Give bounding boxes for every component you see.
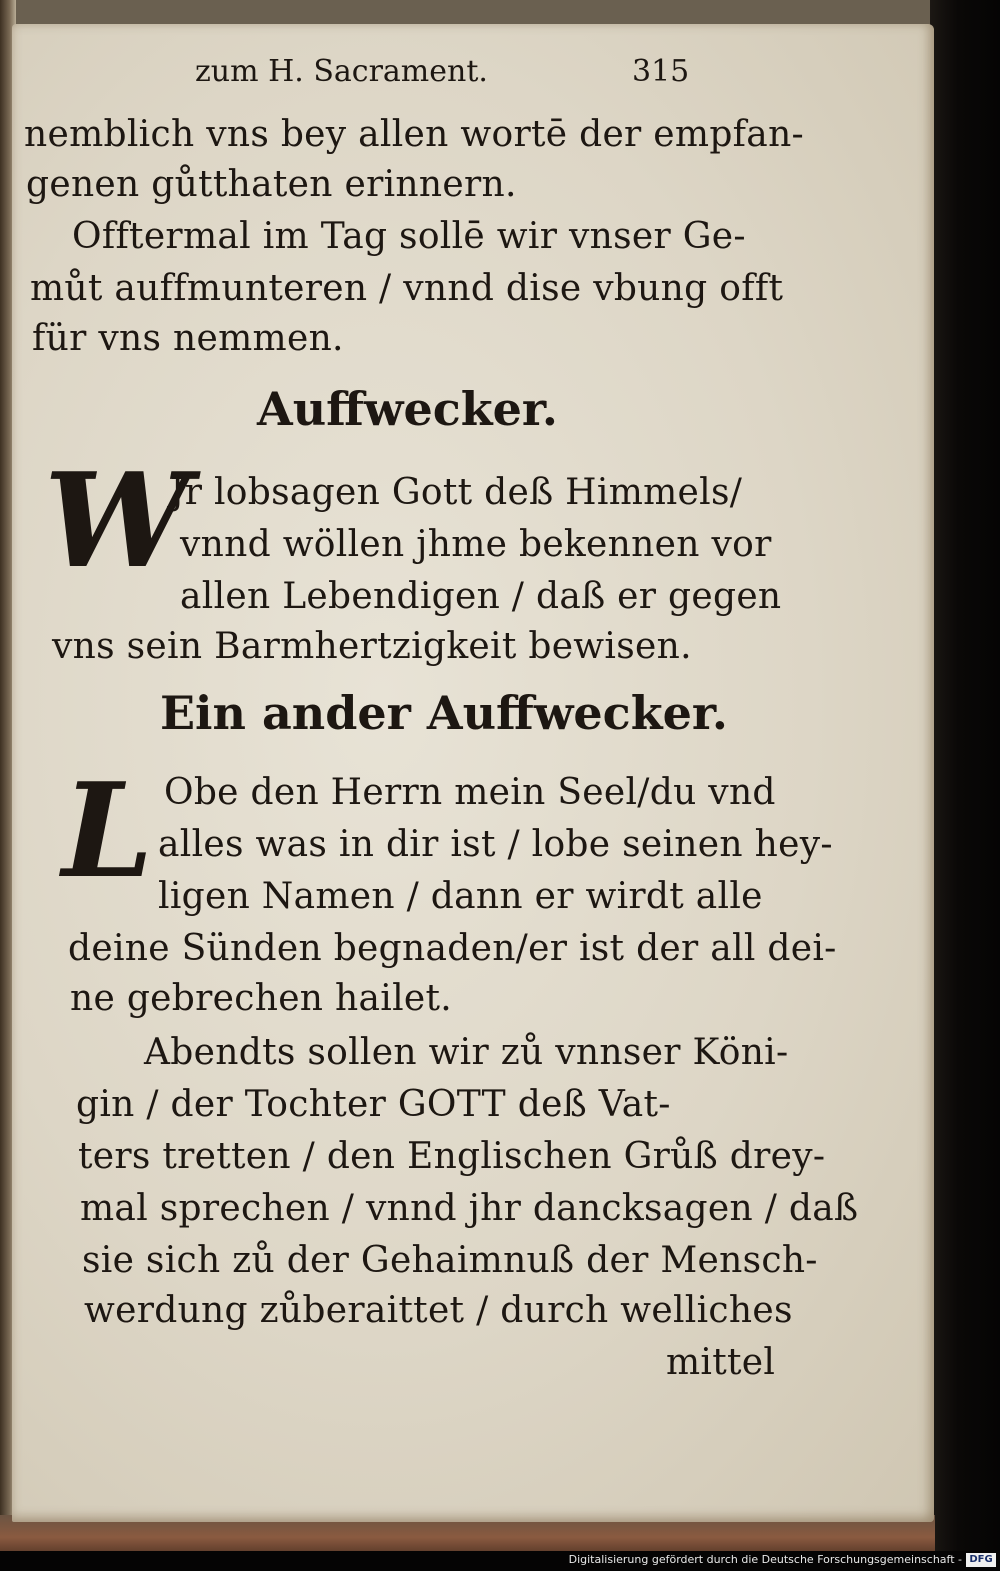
decorated-initial: W bbox=[44, 444, 190, 597]
catchword: mittel bbox=[666, 1342, 776, 1383]
text-line: genen gůtthaten erinnern. bbox=[26, 164, 517, 205]
dfg-logo: DFG bbox=[966, 1553, 996, 1567]
book-page bbox=[12, 24, 934, 1522]
decorated-initial: L bbox=[62, 754, 154, 907]
text-line: nemblich vns bey allen wortē der empfan- bbox=[24, 114, 805, 155]
section-heading: Auffwecker. bbox=[257, 382, 558, 436]
text-line: vns sein Barmhertzigkeit bewisen. bbox=[52, 626, 692, 667]
text-line: můt auffmunteren / vnnd dise vbung offt bbox=[30, 268, 784, 309]
text-line: vnnd wöllen jhme bekennen vor bbox=[180, 524, 772, 565]
text-line: für vns nemmen. bbox=[32, 318, 344, 359]
text-line: gin / der Tochter GOTT deß Vat- bbox=[76, 1084, 671, 1125]
text-line: ters tretten / den Englischen Grůß drey- bbox=[78, 1136, 826, 1177]
text-line: Obe den Herrn mein Seel/du vnd bbox=[164, 772, 776, 813]
text-line: sie sich zů der Gehaimnuß der Mensch- bbox=[82, 1240, 818, 1281]
text-line: mal sprechen / vnnd jhr dancksagen / daß bbox=[80, 1188, 859, 1229]
text-line: deine Sünden begnaden/er ist der all dei- bbox=[68, 928, 837, 969]
text-line: Jr lobsagen Gott deß Himmels/ bbox=[170, 472, 743, 513]
text-line: Abendts sollen wir zů vnnser Köni- bbox=[144, 1032, 789, 1073]
funding-credit: Digitalisierung gefördert durch die Deutsche Forschungsgemeinschaft - bbox=[568, 1553, 962, 1566]
dark-background bbox=[930, 0, 1000, 1571]
text-line: werdung zůberaittet / durch welliches bbox=[84, 1290, 793, 1331]
text-line: Offtermal im Tag sollē wir vnser Ge- bbox=[72, 216, 746, 257]
text-line: ne gebrechen hailet. bbox=[70, 978, 453, 1019]
text-line: alles was in dir ist / lobe seinen hey- bbox=[158, 824, 833, 865]
page-number: 315 bbox=[632, 54, 690, 89]
running-title: zum H. Sacrament. bbox=[195, 54, 488, 89]
section-heading: Ein ander Auffwecker. bbox=[160, 686, 728, 740]
text-line: ligen Namen / dann er wirdt alle bbox=[158, 876, 763, 917]
text-line: allen Lebendigen / daß er gegen bbox=[180, 576, 782, 617]
